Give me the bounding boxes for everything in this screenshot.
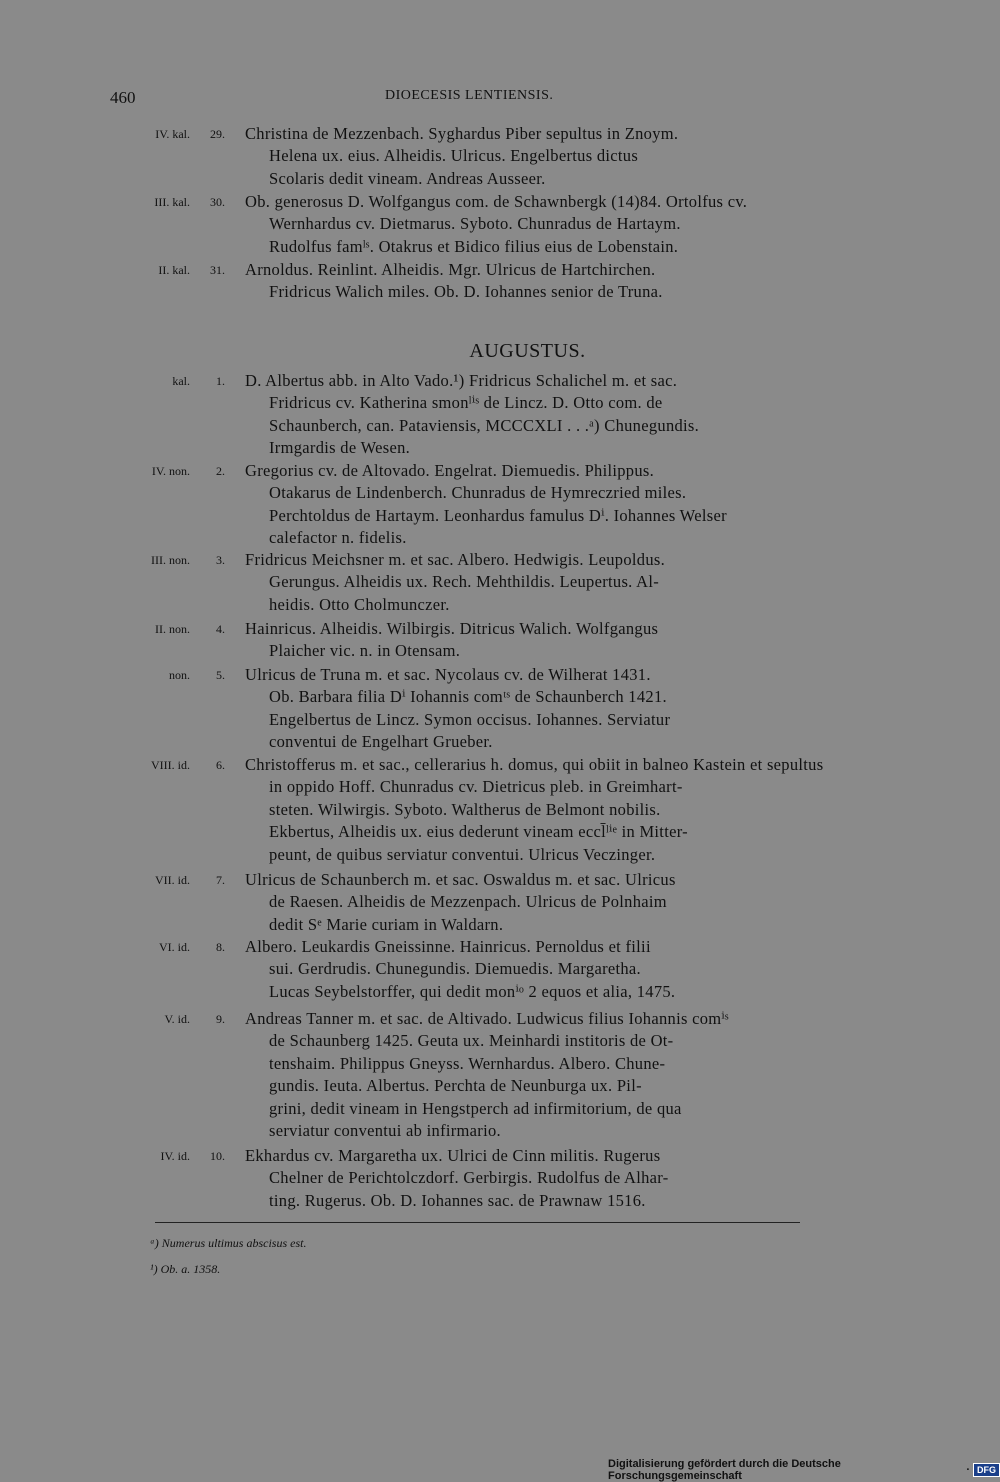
footnote-1: ¹) Ob. a. 1358.: [150, 1262, 221, 1276]
entry-date: VII. id.: [155, 873, 190, 887]
entry-line: Ulricus de Truna m. et sac. Nycolaus cv. de Wilherat 1431.: [245, 665, 651, 684]
entry-line: tenshaim. Philippus Gneyss. Wernhardus. Albero. Chune-: [269, 1053, 666, 1073]
section-title: AUGUSTUS.: [469, 340, 586, 362]
entry-day-number: 1.: [216, 374, 225, 388]
entry-text: [245, 460, 851, 550]
entry-line: Perchtoldus de Hartaym. Leonhardus famulus Dⁱ. Iohannes Welser: [269, 505, 727, 525]
entry-line: Rudolfus famˡˢ. Otakrus et Bidico filius eius de Lobenstain.: [269, 236, 679, 256]
entry-line: Otakarus de Lindenberch. Chunradus de Hymreczried miles.: [269, 483, 687, 503]
entry-line: Ekbertus, Alheidis ux. eius dederunt vineam eccl̄ˡⁱᵉ in Mitter-: [269, 822, 688, 842]
entry-line: grini, dedit vineam in Hengstperch ad infirmitorium, de qua: [269, 1098, 682, 1118]
entry-day-number: 31.: [210, 263, 225, 277]
entry-text: [245, 869, 851, 936]
entry-line: Plaicher vic. n. in Otensam.: [269, 641, 461, 661]
entry-line: gundis. Ieuta. Albertus. Perchta de Neunburga ux. Pil-: [269, 1076, 642, 1096]
entry-line: conventui de Engelhart Grueber.: [269, 732, 493, 752]
entry-date: VIII. id.: [151, 758, 190, 772]
page-number: 460: [110, 88, 136, 107]
entry-line: Gregorius cv. de Altovado. Engelrat. Diemuedis. Philippus.: [245, 461, 655, 480]
entry-line: peunt, de quibus serviatur conventui. Ulricus Veczinger.: [269, 844, 656, 864]
entry-line: Ob. Barbara filia Dⁱ Iohannis comᵗˢ de Schaunberch 1421.: [269, 687, 667, 707]
entry-line: Scolaris dedit vineam. Andreas Ausseer.: [269, 168, 546, 188]
entry-line: sui. Gerdrudis. Chunegundis. Diemuedis. Margaretha.: [269, 959, 641, 979]
entry-line: Albero. Leukardis Gneissinne. Hainricus. Pernoldus et filii: [245, 937, 651, 956]
entry-line: Wernhardus cv. Dietmarus. Syboto. Chunradus de Hartaym.: [269, 214, 681, 234]
entry-text: [245, 754, 851, 866]
entry-text: [245, 1145, 851, 1212]
entry-line: Christofferus m. et sac., cellerarius h. domus, qui obiit in balneo Kastein et sepultus: [245, 755, 824, 774]
entry-date: VI. id.: [159, 940, 190, 954]
entry-line: Christina de Mezzenbach. Syghardus Piber sepultus in Znoym.: [245, 124, 679, 143]
entry-line: Arnoldus. Reinlint. Alheidis. Mgr. Ulricus de Hartchirchen.: [245, 260, 656, 279]
entry-line: dedit Sᵉ Marie curiam in Waldarn.: [269, 914, 504, 934]
entry-day-number: 9.: [216, 1012, 225, 1026]
entry-line: Irmgardis de Wesen.: [269, 438, 411, 458]
entry-text: [245, 618, 851, 663]
entry-day-number: 29.: [210, 127, 225, 141]
entry-date: kal.: [172, 374, 190, 388]
running-head: DIOECESIS LENTIENSIS.: [385, 88, 554, 103]
entry-day-number: 5.: [216, 668, 225, 682]
entry-line: Ob. generosus D. Wolfgangus com. de Schawnbergk (14)84. Ortolfus cv.: [245, 192, 748, 211]
entry-line: Fridricus cv. Katherina smonˡⁱˢ de Lincz. D. Otto com. de: [269, 393, 663, 413]
entry-line: Ulricus de Schaunberch m. et sac. Oswaldus m. et sac. Ulricus: [245, 870, 676, 889]
entry-date: III. kal.: [154, 195, 190, 209]
entry-day-number: 10.: [210, 1149, 225, 1163]
entry-date: non.: [169, 668, 190, 682]
entry-day-number: 7.: [216, 873, 225, 887]
entry-date: II. kal.: [158, 263, 190, 277]
entry-text: [245, 664, 851, 754]
entry-date: V. id.: [164, 1012, 190, 1026]
entry-day-number: 4.: [216, 622, 225, 636]
entry-line: Gerungus. Alheidis ux. Rech. Mehthildis. Leupertus. Al-: [269, 572, 659, 592]
entry-line: Lucas Seybelstorffer, qui dedit monⁱᵒ 2 equos et alia, 1475.: [269, 981, 676, 1001]
entry-date: IV. kal.: [155, 127, 190, 141]
entry-line: Helena ux. eius. Alheidis. Ulricus. Engelbertus dictus: [269, 146, 639, 166]
entry-line: steten. Wilwirgis. Syboto. Waltherus de Belmont nobilis.: [269, 799, 661, 819]
entry-text: [245, 936, 851, 1003]
entry-day-number: 6.: [216, 758, 225, 772]
entry-line: Andreas Tanner m. et sac. de Altivado. Ludwicus filius Iohannis comⁱˢ: [245, 1009, 729, 1028]
entry-date: IV. id.: [160, 1149, 190, 1163]
entry-line: D. Albertus abb. in Alto Vado.¹) Fridricus Schalichel m. et sac.: [245, 371, 678, 390]
entry-line: serviatur conventui ab infirmario.: [269, 1121, 501, 1141]
entry-line: Hainricus. Alheidis. Wilbirgis. Ditricus Walich. Wolfgangus: [245, 619, 659, 638]
entry-day-number: 8.: [216, 940, 225, 954]
footer-text: Digitalisierung gefördert durch die Deutsche Forschungsgemeinschaft: [608, 1458, 841, 1482]
entry-text: [245, 123, 851, 190]
entry-line: Engelbertus de Lincz. Symon occisus. Iohannes. Serviatur: [269, 709, 671, 729]
footnote-a: ᵃ) Numerus ultimus abscisus est.: [150, 1236, 307, 1250]
entry-line: calefactor n. fidelis.: [269, 528, 407, 548]
entry-line: Schaunberch, can. Pataviensis, MCCCXLI . . .ᵃ) Chunegundis.: [269, 415, 700, 435]
entry-line: de Schaunberg 1425. Geuta ux. Meinhardi institoris de Ot-: [269, 1031, 674, 1051]
entry-text: [245, 549, 851, 616]
entry-line: Chelner de Perichtolczdorf. Gerbirgis. Rudolfus de Alhar-: [269, 1168, 669, 1188]
entry-text: [245, 191, 851, 258]
entry-line: Ekhardus cv. Margaretha ux. Ulrici de Cinn militis. Rugerus: [245, 1146, 661, 1165]
entry-day-number: 30.: [210, 195, 225, 209]
dfg-logo: DFG: [973, 1463, 1000, 1477]
entry-line: Fridricus Walich miles. Ob. D. Iohannes senior de Truna.: [269, 282, 663, 302]
entry-line: Fridricus Meichsner m. et sac. Albero. Hedwigis. Leupoldus.: [245, 550, 666, 569]
entry-day-number: 3.: [216, 553, 225, 567]
entry-day-number: 2.: [216, 464, 225, 478]
entry-line: heidis. Otto Cholmunczer.: [269, 594, 450, 614]
entry-text: [245, 1008, 851, 1142]
entry-text: [245, 370, 851, 460]
entry-date: IV. non.: [151, 464, 190, 478]
entry-date: II. non.: [155, 622, 190, 636]
digitization-footer: Digitalisierung gefördert durch die Deutsche Forschungsgemeinschaft · DFG: [608, 1458, 1000, 1482]
footnote-rule: [155, 1222, 800, 1223]
entry-line: ting. Rugerus. Ob. D. Iohannes sac. de Prawnaw 1516.: [269, 1190, 646, 1210]
entry-line: de Raesen. Alheidis de Mezzenpach. Ulricus de Polnhaim: [269, 892, 667, 912]
entry-text: [245, 259, 851, 304]
entry-line: in oppido Hoff. Chunradus cv. Dietricus pleb. in Greimhart-: [269, 777, 683, 797]
entry-date: III. non.: [151, 553, 190, 567]
